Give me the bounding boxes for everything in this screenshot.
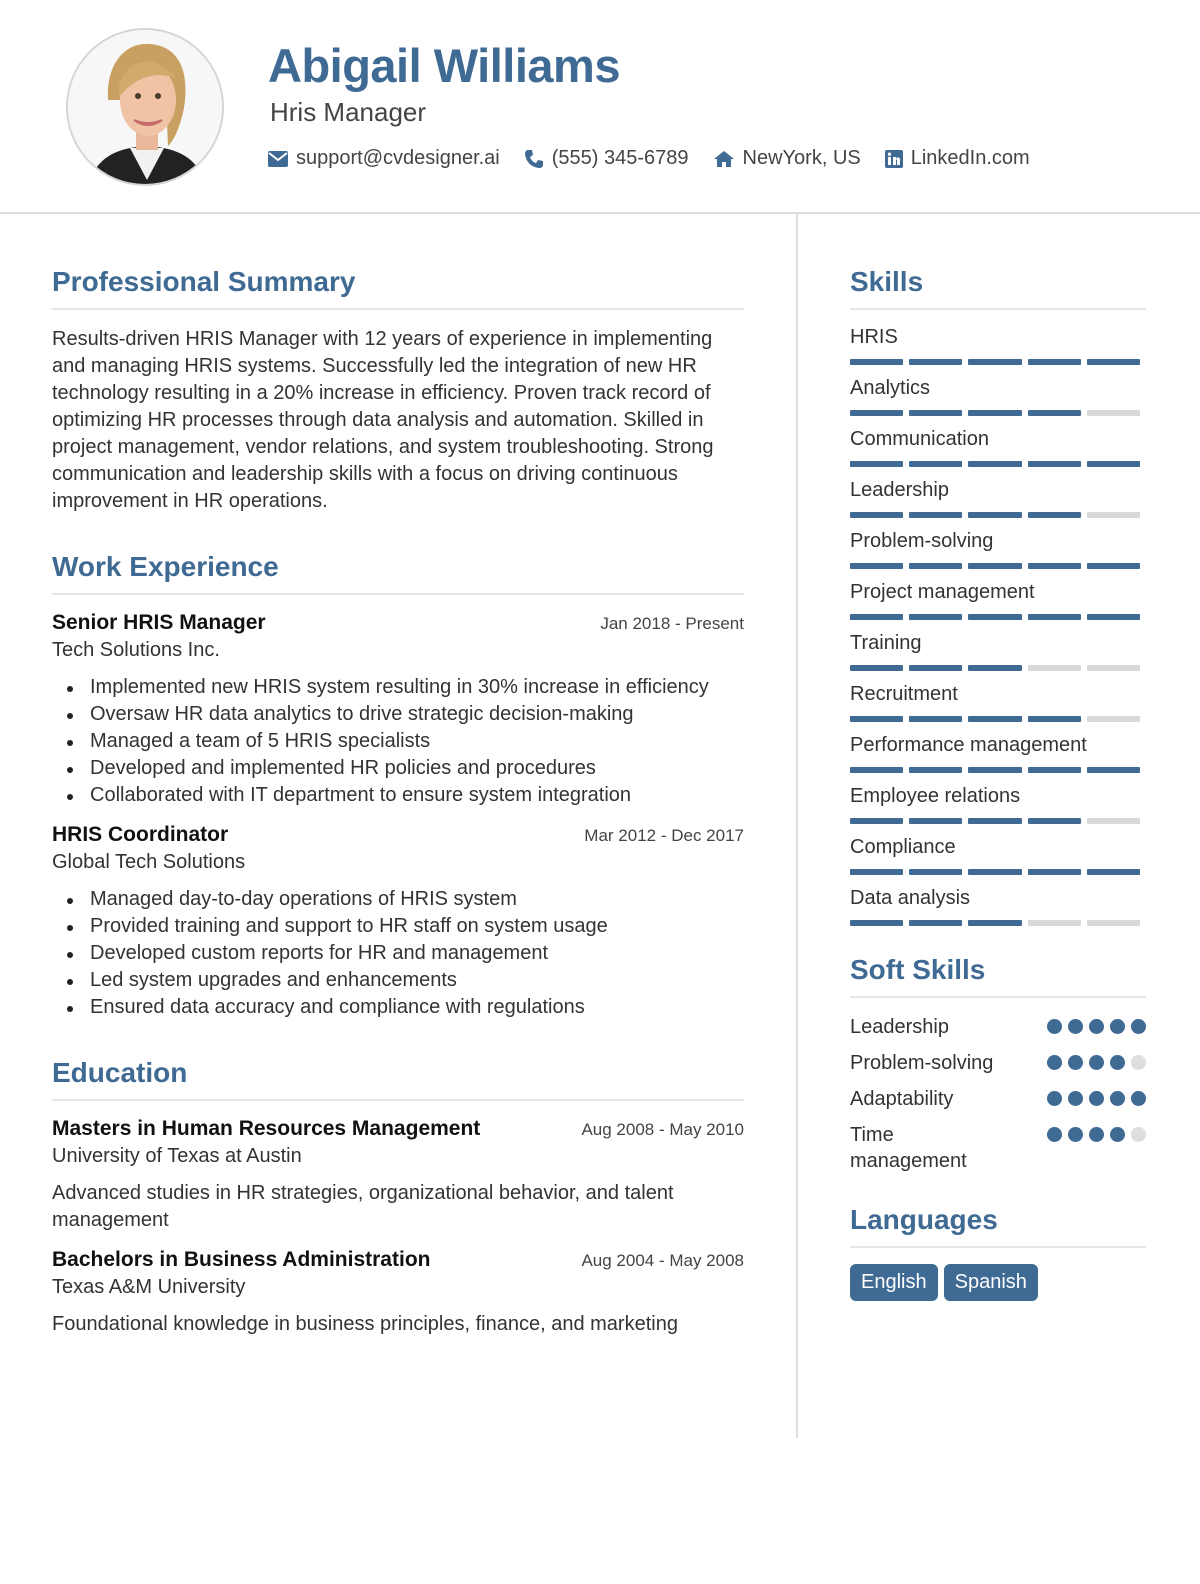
skill-level-bar <box>850 614 1146 620</box>
skill-level-bar <box>850 563 1146 569</box>
email-text: support@cvdesigner.ai <box>296 147 500 169</box>
skill-name: Recruitment <box>850 683 958 705</box>
contact-location <box>713 147 861 170</box>
skill-level-segment <box>968 614 1021 620</box>
skills-heading: Skills <box>850 266 1146 310</box>
skill-level-segment <box>1028 920 1081 926</box>
rating-dot <box>1068 1091 1083 1106</box>
job-bullet: Developed custom reports for HR and management <box>52 940 744 967</box>
job-bullet: Managed day-to-day operations of HRIS system <box>52 886 744 913</box>
skill-level-segment <box>850 512 903 518</box>
rating-dot <box>1110 1055 1125 1070</box>
main-column <box>52 214 744 1338</box>
soft-skills-section <box>850 954 1146 1174</box>
rating-dot <box>1047 1127 1062 1142</box>
skill-level-segment <box>1087 359 1140 365</box>
skill-level-segment <box>1028 461 1081 467</box>
rating-dot <box>1089 1127 1104 1142</box>
envelope-icon <box>268 151 288 167</box>
soft-skill-name: Leadership <box>850 1016 949 1038</box>
education-description: Advanced studies in HR strategies, organizational behavior, and talent management <box>52 1182 674 1231</box>
rating-dot <box>1047 1055 1062 1070</box>
skill-level-segment <box>1028 614 1081 620</box>
job-bullet: Developed and implemented HR policies and procedures <box>52 755 744 782</box>
degree-title: Bachelors in Business Administration <box>52 1248 431 1271</box>
education-heading: Education <box>52 1057 744 1101</box>
job-bullet: Led system upgrades and enhancements <box>52 967 744 994</box>
skill-name: Compliance <box>850 836 956 858</box>
school-name: Texas A&M University <box>52 1276 246 1298</box>
skill-name: Leadership <box>850 479 949 501</box>
skill-level-segment <box>909 461 962 467</box>
sidebar-column <box>850 214 1146 1301</box>
skill-level-segment <box>968 359 1021 365</box>
skill-level-segment <box>909 563 962 569</box>
skill-level-bar <box>850 716 1146 722</box>
soft-skills-heading: Soft Skills <box>850 954 1146 998</box>
skill-name: Data analysis <box>850 887 971 909</box>
rating-dot <box>1047 1019 1062 1034</box>
skill-level-segment <box>850 818 903 824</box>
skill-level-segment <box>968 563 1021 569</box>
home-icon <box>713 150 735 168</box>
job-dates: Jan 2018 - Present <box>600 614 744 633</box>
rating-dot <box>1131 1019 1146 1034</box>
linkedin-icon <box>885 150 903 168</box>
skill-level-segment <box>968 665 1021 671</box>
rating-dot <box>1110 1127 1125 1142</box>
soft-skill-name: Time management <box>850 1124 967 1172</box>
skill-level-segment <box>1028 767 1081 773</box>
skill-level-segment <box>968 512 1021 518</box>
rating-dot <box>1068 1019 1083 1034</box>
skill-level-bar <box>850 920 1146 926</box>
skill-level-segment <box>968 869 1021 875</box>
skill-level-bar <box>850 818 1146 824</box>
skill-level-segment <box>1028 563 1081 569</box>
soft-skills-list <box>850 1014 1146 1174</box>
skill-level-segment <box>909 614 962 620</box>
skill-level-segment <box>1087 920 1140 926</box>
languages-section <box>850 1204 1146 1301</box>
skill-level-segment <box>968 410 1021 416</box>
skill-level-segment <box>909 512 962 518</box>
skill-name: Project management <box>850 581 1035 603</box>
summary-text: Results-driven HRIS Manager with 12 years of experience in implementing and managing HRIS systems. Successfully led the integration of new HR technology resulting in a 20% increase in efficiency. Proven track record of optimizing HR processes through data analysis and automation. Skilled in project management, vendor relations, and system troubleshooting. Strong communication and leadership skills with a focus on driving continuous improvement in HR operations. <box>52 328 714 512</box>
skill-name: Problem-solving <box>850 530 994 552</box>
avatar-portrait <box>68 30 224 186</box>
skill-level-segment <box>850 767 903 773</box>
language-tag: Spanish <box>944 1264 1038 1301</box>
rating-dot <box>1131 1091 1146 1106</box>
skill-name: HRIS <box>850 326 898 348</box>
job-dates: Mar 2012 - Dec 2017 <box>584 826 744 845</box>
skill-level-segment <box>1087 461 1140 467</box>
soft-skill-rating <box>1041 1055 1146 1070</box>
languages-heading: Languages <box>850 1204 1146 1248</box>
skill-level-segment <box>909 920 962 926</box>
soft-skill-row <box>850 1086 1146 1112</box>
rating-dot <box>1089 1019 1104 1034</box>
skill-level-segment <box>1028 665 1081 671</box>
skills-section <box>850 266 1146 926</box>
skill-level-segment <box>909 716 962 722</box>
skill-level-segment <box>968 461 1021 467</box>
skill-level-segment <box>1087 410 1140 416</box>
soft-skill-name: Adaptability <box>850 1088 954 1110</box>
skill-level-segment <box>1087 818 1140 824</box>
education-entry <box>52 1117 744 1234</box>
skill-level-segment <box>1028 359 1081 365</box>
candidate-title: Hris Manager <box>270 97 427 127</box>
education-section <box>52 1057 744 1338</box>
skill-level-segment <box>850 614 903 620</box>
phone-text: (555) 345-6789 <box>551 147 689 169</box>
rating-dot <box>1131 1127 1146 1142</box>
skill-level-segment <box>1087 614 1140 620</box>
soft-skill-rating <box>1041 1019 1146 1034</box>
skill-level-segment <box>850 563 903 569</box>
skill-level-segment <box>850 869 903 875</box>
skill-level-segment <box>909 869 962 875</box>
education-dates: Aug 2008 - May 2010 <box>581 1120 744 1139</box>
degree-title: Masters in Human Resources Management <box>52 1117 481 1140</box>
skill-level-segment <box>850 359 903 365</box>
rating-dot <box>1110 1091 1125 1106</box>
job-bullet: Ensured data accuracy and compliance with regulations <box>52 994 744 1021</box>
rating-dot <box>1068 1055 1083 1070</box>
phone-icon <box>524 149 544 169</box>
skill-name: Training <box>850 632 922 654</box>
languages-list <box>850 1264 1146 1301</box>
job-bullet: Implemented new HRIS system resulting in 30% increase in efficiency <box>52 674 744 701</box>
school-name: University of Texas at Austin <box>52 1145 302 1167</box>
soft-skill-rating <box>1041 1091 1146 1106</box>
summary-heading: Professional Summary <box>52 266 744 310</box>
skill-level-segment <box>1028 818 1081 824</box>
skill-level-segment <box>850 716 903 722</box>
skill-level-segment <box>1028 410 1081 416</box>
contact-linkedin[interactable] <box>885 147 1030 170</box>
soft-skill-name: Problem-solving <box>850 1052 994 1074</box>
skill-level-segment <box>1028 716 1081 722</box>
experience-heading: Work Experience <box>52 551 744 595</box>
soft-skill-rating <box>1041 1127 1146 1142</box>
skill-name: Analytics <box>850 377 931 399</box>
skill-level-segment <box>968 767 1021 773</box>
rating-dot <box>1110 1019 1125 1034</box>
skill-level-segment <box>1028 512 1081 518</box>
skill-name: Employee relations <box>850 785 1021 807</box>
skill-level-segment <box>1087 563 1140 569</box>
contact-phone[interactable] <box>524 147 689 170</box>
skill-level-bar <box>850 665 1146 671</box>
rating-dot <box>1131 1055 1146 1070</box>
job-entry <box>52 823 744 1021</box>
skill-level-segment <box>909 767 962 773</box>
skill-level-segment <box>850 665 903 671</box>
skill-level-bar <box>850 410 1146 416</box>
contact-bar <box>268 147 1054 170</box>
job-bullet: Collaborated with IT department to ensure system integration <box>52 782 744 809</box>
skill-level-bar <box>850 359 1146 365</box>
soft-skill-row <box>850 1050 1146 1076</box>
job-company: Global Tech Solutions <box>52 851 246 873</box>
education-entry <box>52 1248 744 1338</box>
rating-dot <box>1068 1127 1083 1142</box>
skill-level-segment <box>1087 512 1140 518</box>
column-divider <box>796 214 798 1438</box>
job-title: Senior HRIS Manager <box>52 611 266 634</box>
skill-level-segment <box>909 818 962 824</box>
job-bullets <box>52 886 744 1021</box>
summary-section <box>52 266 744 515</box>
skill-level-segment <box>850 920 903 926</box>
rating-dot <box>1089 1055 1104 1070</box>
language-tag: English <box>850 1264 938 1301</box>
job-entry <box>52 611 744 809</box>
job-bullet: Oversaw HR data analytics to drive strategic decision-making <box>52 701 744 728</box>
skill-level-segment <box>1028 869 1081 875</box>
rating-dot <box>1047 1091 1062 1106</box>
job-bullet: Managed a team of 5 HRIS specialists <box>52 728 744 755</box>
job-company: Tech Solutions Inc. <box>52 639 220 661</box>
skill-level-segment <box>909 665 962 671</box>
experience-section <box>52 551 744 1021</box>
skill-level-segment <box>909 410 962 416</box>
skill-level-segment <box>1087 716 1140 722</box>
rating-dot <box>1089 1091 1104 1106</box>
profile-photo <box>66 28 224 186</box>
skill-level-bar <box>850 767 1146 773</box>
job-bullet: Provided training and support to HR staff on system usage <box>52 913 744 940</box>
education-dates: Aug 2004 - May 2008 <box>581 1251 744 1270</box>
skill-level-segment <box>968 818 1021 824</box>
skill-level-bar <box>850 869 1146 875</box>
job-bullets <box>52 674 744 809</box>
resume-header <box>0 0 1200 214</box>
job-title: HRIS Coordinator <box>52 823 229 846</box>
skill-level-bar <box>850 512 1146 518</box>
skill-name: Communication <box>850 428 989 450</box>
soft-skill-row <box>850 1122 1146 1174</box>
contact-email[interactable] <box>268 147 500 170</box>
skills-list <box>850 326 1146 926</box>
skill-level-segment <box>1087 767 1140 773</box>
linkedin-text: LinkedIn.com <box>910 147 1030 169</box>
skill-level-segment <box>968 716 1021 722</box>
skill-level-segment <box>850 410 903 416</box>
skill-name: Performance management <box>850 734 1087 756</box>
skill-level-segment <box>909 359 962 365</box>
skill-level-segment <box>850 461 903 467</box>
location-text: NewYork, US <box>742 147 861 169</box>
skill-level-segment <box>968 920 1021 926</box>
soft-skill-row <box>850 1014 1146 1040</box>
skill-level-segment <box>1087 869 1140 875</box>
education-description: Foundational knowledge in business principles, finance, and marketing <box>52 1313 678 1335</box>
candidate-name: Abigail Williams <box>268 39 620 92</box>
skill-level-bar <box>850 461 1146 467</box>
skill-level-segment <box>1087 665 1140 671</box>
